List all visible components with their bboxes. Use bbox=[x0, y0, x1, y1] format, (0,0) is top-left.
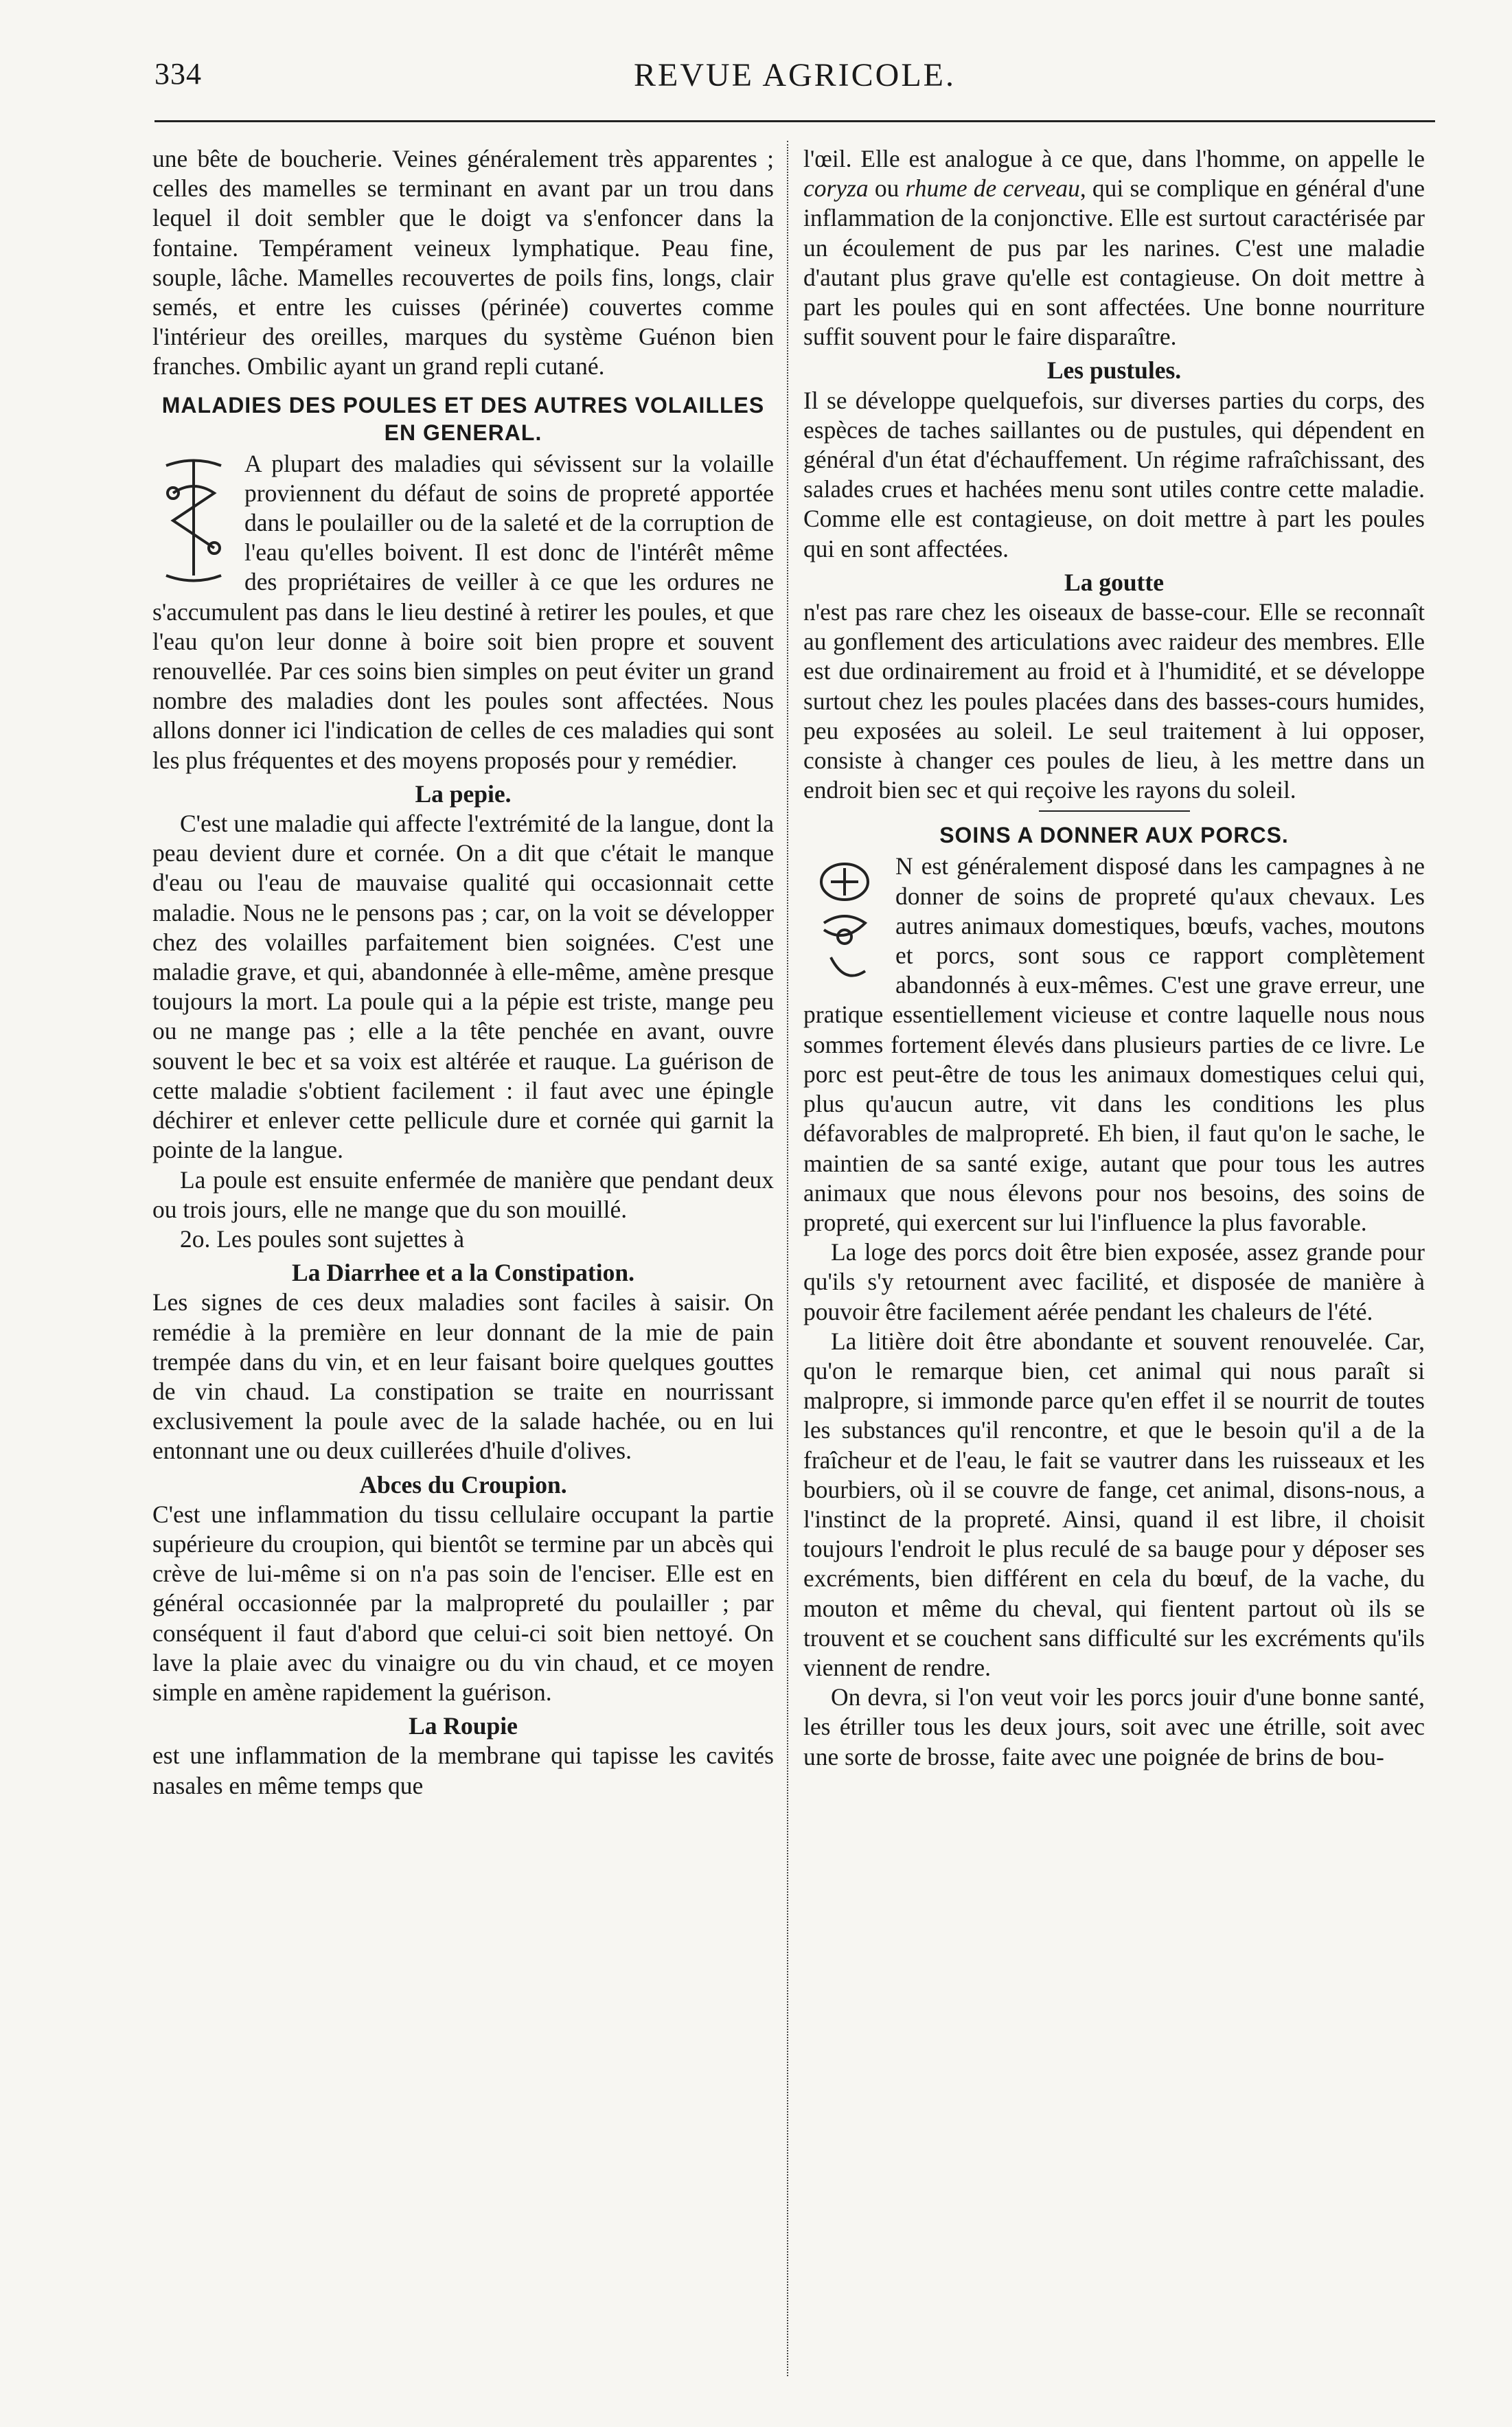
section-rule bbox=[1039, 810, 1190, 812]
column-divider bbox=[787, 141, 788, 2376]
paragraph: est une inflammation de la membrane qui tapisse les cavités nasales en même temps que bbox=[152, 1742, 774, 1799]
header-rule bbox=[154, 120, 1435, 122]
intro-text: A plupart des maladies qui sévissent sur la volaille proviennent du défaut de soins de propreté apportée dans le poulailler ou de la saleté et de la corruption de l'eau qu'elles boivent. Il est donc de l'intérêt même des propriétaires de veiller à ce que les ordures ne s'accumulent pas dans le lieu destiné à retirer les poules, et que l'eau qu'on leur donne à boire soit bien propre et souvent renouvellée. Par ces soins bien simples on peut éviter un grand nombre des maladies dont les poules sont affectées. Nous allons donner ici l'indication de celles de ces maladies qui sont les plus fréquentes et des moyens proposés pour y remédier. bbox=[152, 449, 774, 774]
paragraph: La loge des porcs doit être bien exposée, assez grande pour qu'ils s'y retournent avec facilité, et disposée de manière à pouvoir être facilement aérée pendant les chaleurs de l'été. bbox=[803, 1238, 1425, 1325]
heading-diarrhee: La Diarrhee et a la Constipation. bbox=[292, 1259, 634, 1287]
paragraph: une bête de boucherie. Veines généralement très apparentes ; celles des mamelles se terminant en avant par un trou dans lequel il doit sembler que le doigt va s'enfoncer dans la fontaine. Tempérament veineux lymphatique. Peau fine, souple, lâche. Mamelles recouvertes de poils fins, longs, clair semés, et entre les cuisses (périnée) couvertes comme l'intérieur des oreilles, marques du système Guénon bien franches. Ombilic ayant un grand repli cutané. bbox=[152, 145, 774, 380]
text-run: , qui se complique en général d'une inflammation de la conjonctive. Elle est surtout caractérisée par un écoulement de pus par les narines. C'est une maladie d'autant plus grave qu'elle est contagieuse. On doit mettre à part les poules qui en sont affectées. Une bonne nourriture suffit souvent pour le faire disparaître. bbox=[803, 174, 1425, 351]
heading-pustules: Les pustules. bbox=[1046, 356, 1182, 385]
page-number: 334 bbox=[154, 57, 202, 91]
paragraph-porcs-intro bbox=[803, 852, 1425, 1238]
term-rhume: rhume de cerveau bbox=[905, 174, 1080, 203]
paragraph: C'est une maladie qui affecte l'extrémité de la langue, dont la peau devient dure et cornée. On a dit que c'était le manque d'eau ou l'eau de mauvaise qualité qui occasionnait cette maladie. Nous ne le pensons pas ; car, on la voit se développer chez des volailles parfaitement bien soignées. C'est une maladie grave, et qui, abandonnée à elle-même, amène presque toujours la mort. La poule qui a la pépie est triste, mange peu ou ne mange pas ; elle a la tête penchée en avant, ouvre souvent le bec et sa voix est altérée et rauque. La guérison de cette maladie s'obtient facilement : il faut avec une épingle déchirer et enlever cette pellicule dure et cornée qui garnit la pointe de la langue. bbox=[152, 810, 774, 1164]
paragraph: C'est une inflammation du tissu cellulaire occupant la partie supérieure du croupion, qui bientôt se termine par un abcès qui crève de lui-même si on n'a pas soin de l'enciser. Elle est en général occasionnée par la malpropreté du poulailler ; par conséquent il faut d'abord que celui-ci soit bien nettoyé. On lave la plaie avec du vinaigre ou du vin chaud, et ce moyen simple en amène rapidement la guérison. bbox=[152, 1500, 774, 1706]
paragraph: Les signes de ces deux maladies sont faciles à saisir. On remédie à la première en leur donnant de la mie de pain trempée dans du vin, et en leur faisant boire quelques gouttes de vin chaud. La constipation se traite en nourrissant exclusivement la poule avec de la salade hachée, ou en lui entonnant une ou deux cuillerées d'huile d'olives. bbox=[152, 1288, 774, 1465]
paragraph: La litière doit être abondante et souvent renouvelée. Car, qu'on le remarque bien, cet animal qui nous paraît si malpropre, si immonde parce qu'en effet il se nourrit de toutes les substances qu'il rencontre, et que le besoin qu'il a de la fraîcheur et de l'eau, le fait se vautrer dans les ruisseaux et les bourbiers, où il se couvre de fange, cet animal, disons-nous, a l'instinct de la propreté. Ainsi, quand il est libre, il choisit toujours l'endroit le plus reculé de sa bauge pour y déposer ses excréments, bien différent en cela du bœuf, de la vache, du mouton et même du cheval, qui fientent partout où ils se trouvent et se couchent sans difficulté sur les excréments qu'ils viennent de rendre. bbox=[803, 1327, 1425, 1681]
text-run: l'œil. Elle est analogue à ce que, dans l'homme, on appelle le bbox=[803, 145, 1425, 172]
running-title: REVUE AGRICOLE. bbox=[634, 57, 956, 93]
ornamental-initial-icon bbox=[803, 854, 886, 992]
heading-abces: Abces du Croupion. bbox=[359, 1470, 567, 1499]
paragraph: La poule est ensuite enfermée de manière que pendant deux ou trois jours, elle ne mange que du son mouillé. bbox=[152, 1165, 774, 1223]
paragraph-intro bbox=[152, 449, 774, 775]
section-title-maladies: MALADIES DES POULES ET DES AUTRES VOLAILLES EN GENERAL. bbox=[161, 392, 765, 445]
paragraph: On devra, si l'on veut voir les porcs jouir d'une bonne santé, les étriller tous les deux jours, soit avec une étrille, soit avec une sorte de brosse, faite avec une poignée de brins de bou- bbox=[803, 1683, 1425, 1770]
heading-pepie: La pepie. bbox=[415, 779, 512, 808]
ornamental-initial-icon bbox=[152, 452, 235, 589]
paragraph: 2o. Les poules sont sujettes à bbox=[180, 1224, 465, 1253]
porcs-text: N est généralement disposé dans les campagnes à ne donner de soins de propreté qu'aux chevaux. Les autres animaux domestiques, bœufs, vaches, moutons et porcs, sont sous ce rapport complètement abandonnés à eux-mêmes. C'est une grave erreur, une pratique essentiellement vicieuse et contre laquelle nous nous sommes fortement élevés dans plusieurs parties de ce livre. Le porc est peut-être de tous les animaux domestiques celui qui, plus qu'aucun autre, vit dans les conditions les plus défavorables de malpropreté. Eh bien, il faut qu'on le sache, le maintien de sa santé exige, autant que pour tous les autres animaux que nous élevons pour nos besoins, des soins de propreté, qui exercent sur lui l'influence la plus favorable. bbox=[803, 852, 1425, 1236]
right-column bbox=[803, 144, 1425, 1772]
paragraph: n'est pas rare chez les oiseaux de basse-cour. Elle se reconnaît au gonflement des articulations avec raideur des membres. Elle est due ordinairement au froid et à l'humidité, et se développe surtout chez les poules placées dans des basses-cours humides, peu exposées au soleil. Le seul traitement à lui opposer, consiste à changer ces poules de lieu, à les mettre dans un endroit bien sec et qui reçoive les rayons du soleil. bbox=[803, 598, 1425, 804]
text-run: ou bbox=[868, 174, 906, 203]
heading-roupie: La Roupie bbox=[409, 1712, 518, 1740]
section-title-porcs: SOINS A DONNER AUX PORCS. bbox=[939, 823, 1289, 848]
paragraph: Il se développe quelquefois, sur diverses parties du corps, des espèces de taches saillantes ou de pustules, qui dépendent en général d'un état d'échauffement. Un régime rafraîchissant, des salades crues et hachées menu sont utiles contre cette maladie. Comme elle est contagieuse, on doit mettre à part les poules qui en sont affectées. bbox=[803, 386, 1425, 562]
left-column bbox=[152, 144, 774, 1801]
paragraph-roupie-cont bbox=[803, 144, 1425, 352]
heading-goutte: La goutte bbox=[1064, 568, 1164, 596]
page-header bbox=[154, 56, 1435, 111]
term-coryza: coryza bbox=[803, 174, 869, 203]
